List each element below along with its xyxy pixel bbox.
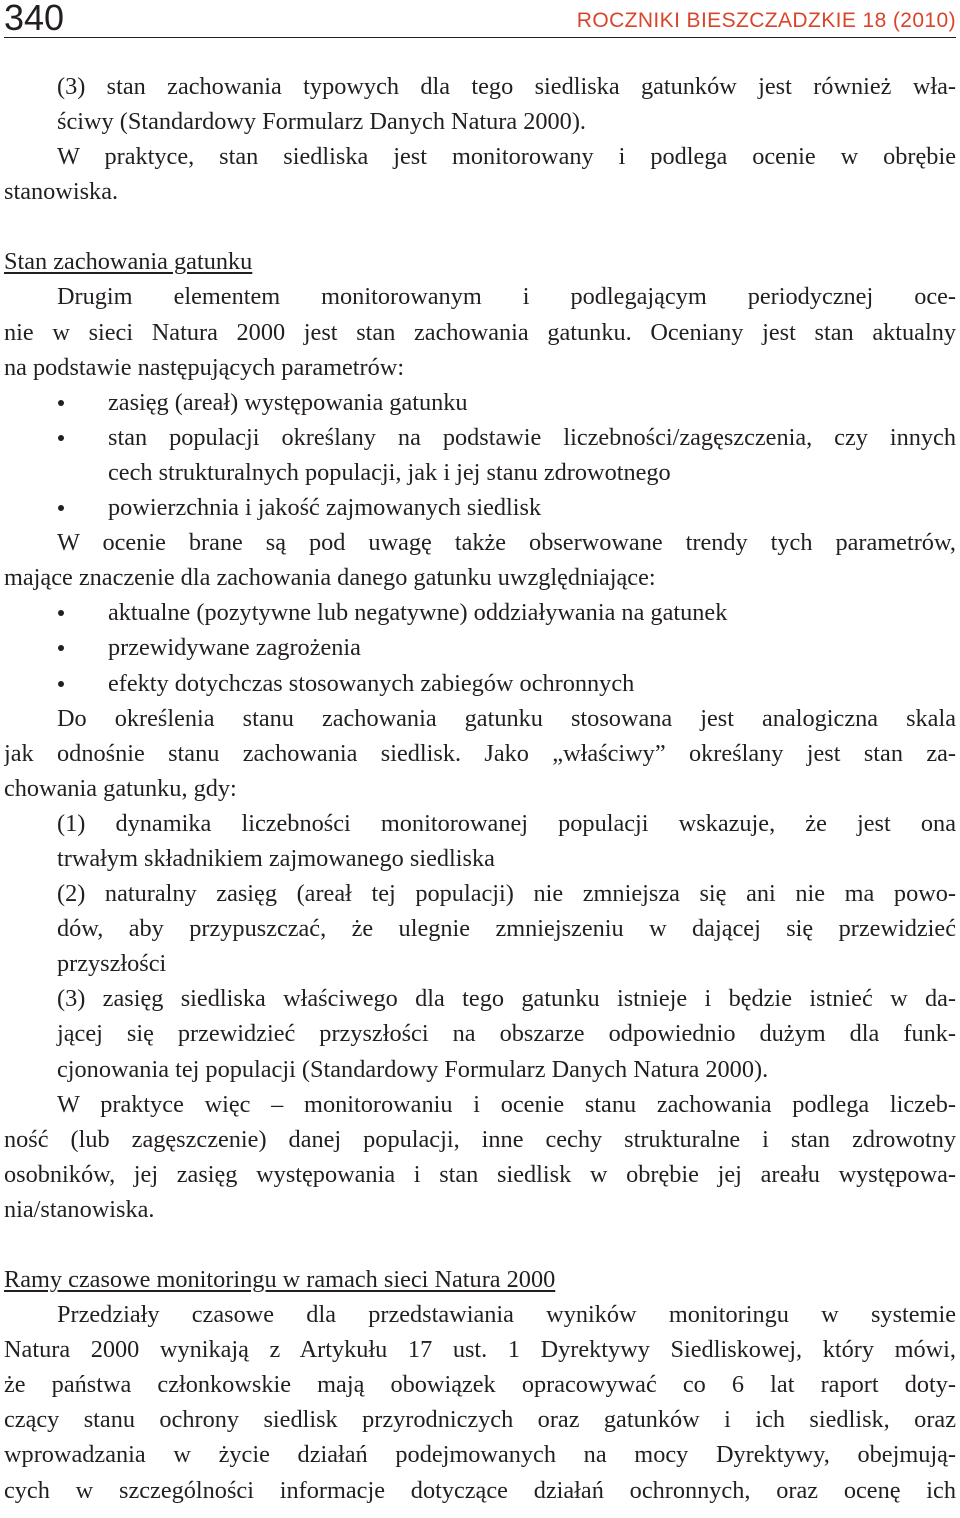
text-line: Do określenia stanu zachowania gatunku stosowana jest analogiczna skala — [57, 704, 956, 732]
page-header — [0, 0, 960, 44]
text-line: (1) dynamika liczebności monitorowanej populacji wskazuje, że jest ona — [57, 809, 956, 837]
text-line: nia/stanowiska. — [4, 1195, 155, 1223]
bullet-text: powierzchnia i jakość zajmowanych siedlisk — [108, 494, 542, 522]
bullet-item — [4, 666, 956, 701]
text-line: jącej się przewidzieć przyszłości na obszarze odpowiednio dużym dla funk- — [57, 1020, 956, 1048]
text-line: ność (lub zagęszczenie) danej populacji, inne cechy strukturalne i stan zdrowotny — [4, 1125, 956, 1153]
page-body — [4, 69, 956, 1508]
section-heading — [4, 1262, 956, 1297]
text-line: mające znaczenie dla zachowania danego gatunku uwzględniające: — [4, 564, 656, 592]
text-line: W praktyce, stan siedliska jest monitorowany i podlega ocenie w obrębie — [57, 143, 956, 171]
section-heading — [4, 244, 956, 279]
bullet-item — [4, 385, 956, 420]
text-line: trwałym składnikiem zajmowanego siedliska — [57, 844, 495, 872]
bullet-item — [4, 595, 956, 630]
section-heading-text: Ramy czasowe monitoringu w ramach sieci Natura 2000 — [4, 1266, 556, 1293]
page-number: 340 — [4, 0, 65, 38]
text-line: W praktyce więc – monitorowaniu i ocenie stanu zachowania podlega liczeb- — [57, 1090, 956, 1118]
bullet-icon — [58, 610, 64, 616]
bullet-text: efekty dotychczas stosowanych zabiegów ochronnych — [108, 669, 635, 697]
text-line: (3) zasięg siedliska właściwego dla tego gatunku istnieje i będzie istnieć w da- — [57, 985, 956, 1013]
text-line: wprowadzania w życie działań podejmowanych na mocy Dyrektywy, obejmują- — [4, 1441, 956, 1469]
text-line: Drugim elementem monitorowanym i podlegającym periodycznej oce- — [57, 283, 956, 311]
text-line: Natura 2000 wynikają z Artykułu 17 ust. 1 Dyrektywy Siedliskowej, który mówi, — [4, 1336, 956, 1364]
bullet-text: zasięg (areał) występowania gatunku — [108, 388, 468, 416]
bullet-icon — [58, 681, 64, 687]
spacer — [4, 209, 956, 244]
bullet-item — [4, 630, 956, 665]
text-line: chowania gatunku, gdy: — [4, 774, 237, 802]
text-line: osobników, jej zasięg występowania i stan siedlisk w obrębie jej areału występowa- — [4, 1160, 956, 1188]
bullet-item — [4, 420, 956, 455]
spacer — [4, 1227, 956, 1262]
bullet-icon — [58, 645, 64, 651]
bullet-icon — [58, 505, 64, 511]
text-line: W ocenie brane są pod uwagę także obserwowane trendy tych parametrów, — [57, 529, 956, 557]
section-heading-text: Stan zachowania gatunku — [4, 248, 253, 276]
bullet-continuation: cech strukturalnych populacji, jak i jej stanu zdrowotnego — [108, 458, 671, 486]
bullet-icon — [58, 435, 64, 441]
text-line: cych w szczególności informacje dotyczące działań ochronnych, oraz ocenę ich — [4, 1476, 956, 1504]
text-line: (3) stan zachowania typowych dla tego siedliska gatunków jest również wła- — [57, 73, 956, 100]
bullet-text: przewidywane zagrożenia — [108, 634, 361, 662]
text-line: (2) naturalny zasięg (areał tej populacji) nie zmniejsza się ani nie ma powo- — [57, 880, 956, 908]
text-line: na podstawie następujących parametrów: — [4, 353, 405, 381]
text-line: jak odnośnie stanu zachowania siedlisk. Jako „właściwy” określany jest stan za- — [4, 739, 956, 767]
text-line: czący stanu ochrony siedlisk przyrodniczych oraz gatunków i ich siedlisk, oraz — [4, 1406, 956, 1434]
running-title: ROCZNIKI BIESZCZADZKIE 18 (2010) — [576, 9, 956, 32]
bullet-item — [4, 490, 956, 525]
text-line: Przedziały czasowe dla przedstawiania wyników monitoringu w systemie — [57, 1301, 956, 1329]
header-rule — [4, 37, 956, 38]
text-line: dów, aby przypuszczać, że ulegnie zmniejszeniu w dającej się przewidzieć — [57, 915, 956, 943]
text-line: że państwa członkowskie mają obowiązek opracowywać co 6 lat raport doty- — [4, 1371, 956, 1399]
text-line: przyszłości — [57, 950, 167, 978]
text-line: cjonowania tej populacji (Standardowy Formularz Danych Natura 2000). — [57, 1055, 769, 1083]
text-line: stanowiska. — [4, 178, 119, 206]
text-line: nie w sieci Natura 2000 jest stan zachowania gatunku. Oceniany jest stan aktualny — [4, 318, 956, 346]
bullet-text: aktualne (pozytywne lub negatywne) oddziaływania na gatunek — [108, 599, 728, 627]
bullet-icon — [58, 400, 64, 406]
bullet-text: stan populacji określany na podstawie liczebności/zagęszczenia, czy innych — [108, 423, 956, 451]
text-line: ściwy (Standardowy Formularz Danych Natura 2000). — [57, 108, 586, 136]
